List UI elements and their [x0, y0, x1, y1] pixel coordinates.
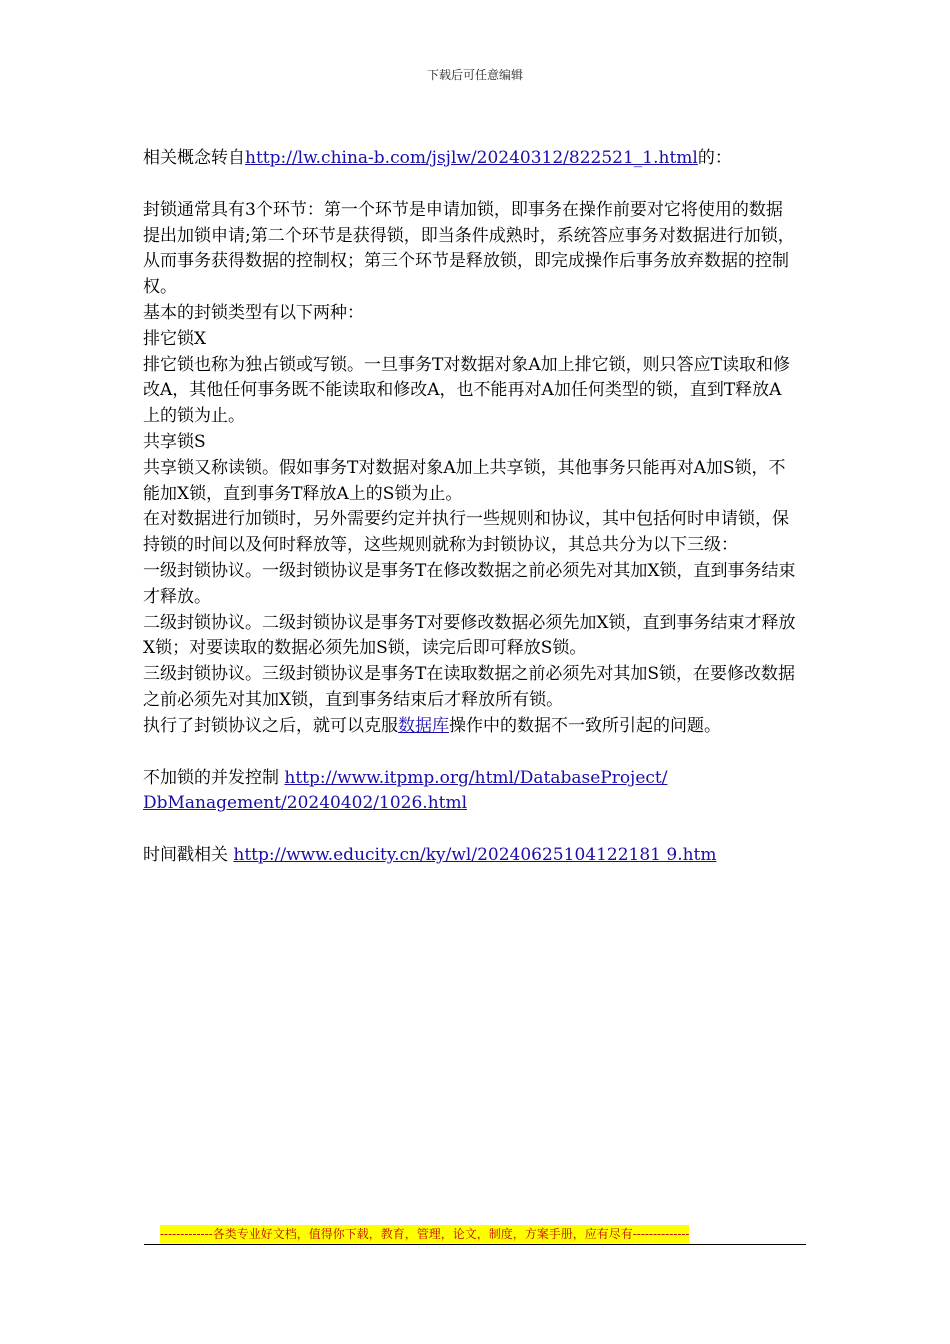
- paragraph-exclusive-lock: 排它锁也称为独占锁或写锁。一旦事务T对数据对象A加上排它锁，则只答应T读取和修改A，其他任何事务既不能读取和修改A，也不能再对A加任何类型的锁，直到T释放A上的锁为止。: [143, 354, 790, 427]
- intro-suffix: 的：: [697, 148, 732, 168]
- paragraph-lock-stages: 封锁通常具有3个环节：第一个环节是申请加锁，即事务在操作前要对它将使用的数据提出加锁申请;第二个环节是获得锁，即当条件成熟时，系统答应事务对数据进行加锁，从而事务获得数据的控制权；第三个环节是释放锁，即完成操作后事务放弃数据的控制权。: [143, 199, 795, 298]
- spacer: [143, 740, 798, 766]
- page-header: 下载后可任意编辑: [426, 68, 523, 82]
- paragraph-protocol-level-3: 三级封锁协议。三级封锁协议是事务T在读取数据之前必须先对其加S锁，在要修改数据之前必须先对其加X锁，直到事务结束后才释放所有锁。: [143, 664, 795, 710]
- no-lock-label: 不加锁的并发控制: [143, 767, 279, 788]
- footer-divider: [144, 1244, 806, 1245]
- paragraph-shared-lock: 共享锁又称读锁。假如事务T对数据对象A加上共享锁，其他事务只能再对A加S锁，不能加X锁，直到事务T释放A上的S锁为止。: [143, 457, 786, 504]
- paragraph-lock-types: 基本的封锁类型有以下两种：: [143, 302, 364, 323]
- database-link[interactable]: 数据库: [398, 715, 449, 736]
- paragraph-protocol-level-2: 二级封锁协议。二级封锁协议是事务T对要修改数据必须先加X锁，直到事务结束才释放X锁；对要读取的数据必须先加S锁，读完后即可释放S锁。: [143, 612, 796, 659]
- paragraph-protocol-level-1: 一级封锁协议。一级封锁协议是事务T在修改数据之前必须先对其加X锁，直到事务结束才释放。: [143, 560, 796, 607]
- page-footer: -------------各类专业好文档，值得你下载，教育，管理，论文，制度，方案手册，应有尽有--------------: [160, 1227, 690, 1241]
- heading-shared-lock: 共享锁S: [143, 431, 206, 452]
- intro-line: [143, 146, 798, 172]
- paragraph-lock-protocols: 在对数据进行加锁时，另外需要约定并执行一些规则和协议，其中包括何时申请锁，保持锁的时间以及何时释放等，这些规则就称为封锁协议，其总共分为以下三级：: [143, 509, 789, 556]
- spacer: [143, 172, 798, 198]
- closing-suffix: 操作中的数据不一致所引起的问题。: [449, 715, 721, 736]
- timestamp-line: [143, 843, 798, 869]
- source-link[interactable]: http://lw.china-b.com/jsjlw/20240312/822521_1.html: [245, 148, 698, 168]
- closing-line: [143, 714, 798, 740]
- no-lock-link-part1: http://www.itpmp.org/html/DatabaseProject/: [284, 767, 668, 788]
- intro-prefix: 相关概念转自: [143, 148, 245, 168]
- spacer: [143, 817, 798, 843]
- no-lock-line: [143, 766, 798, 818]
- no-lock-link-part2: DbManagement/20240402/1026.html: [143, 793, 468, 814]
- closing-prefix: 执行了封锁协议之后，就可以克服: [143, 715, 398, 736]
- document-body: [143, 146, 798, 869]
- heading-exclusive-lock: 排它锁X: [143, 328, 207, 349]
- timestamp-label: 时间戳相关: [143, 845, 228, 866]
- timestamp-link[interactable]: http://www.educity.cn/ky/wl/20240625104122181 9.htm: [233, 845, 717, 866]
